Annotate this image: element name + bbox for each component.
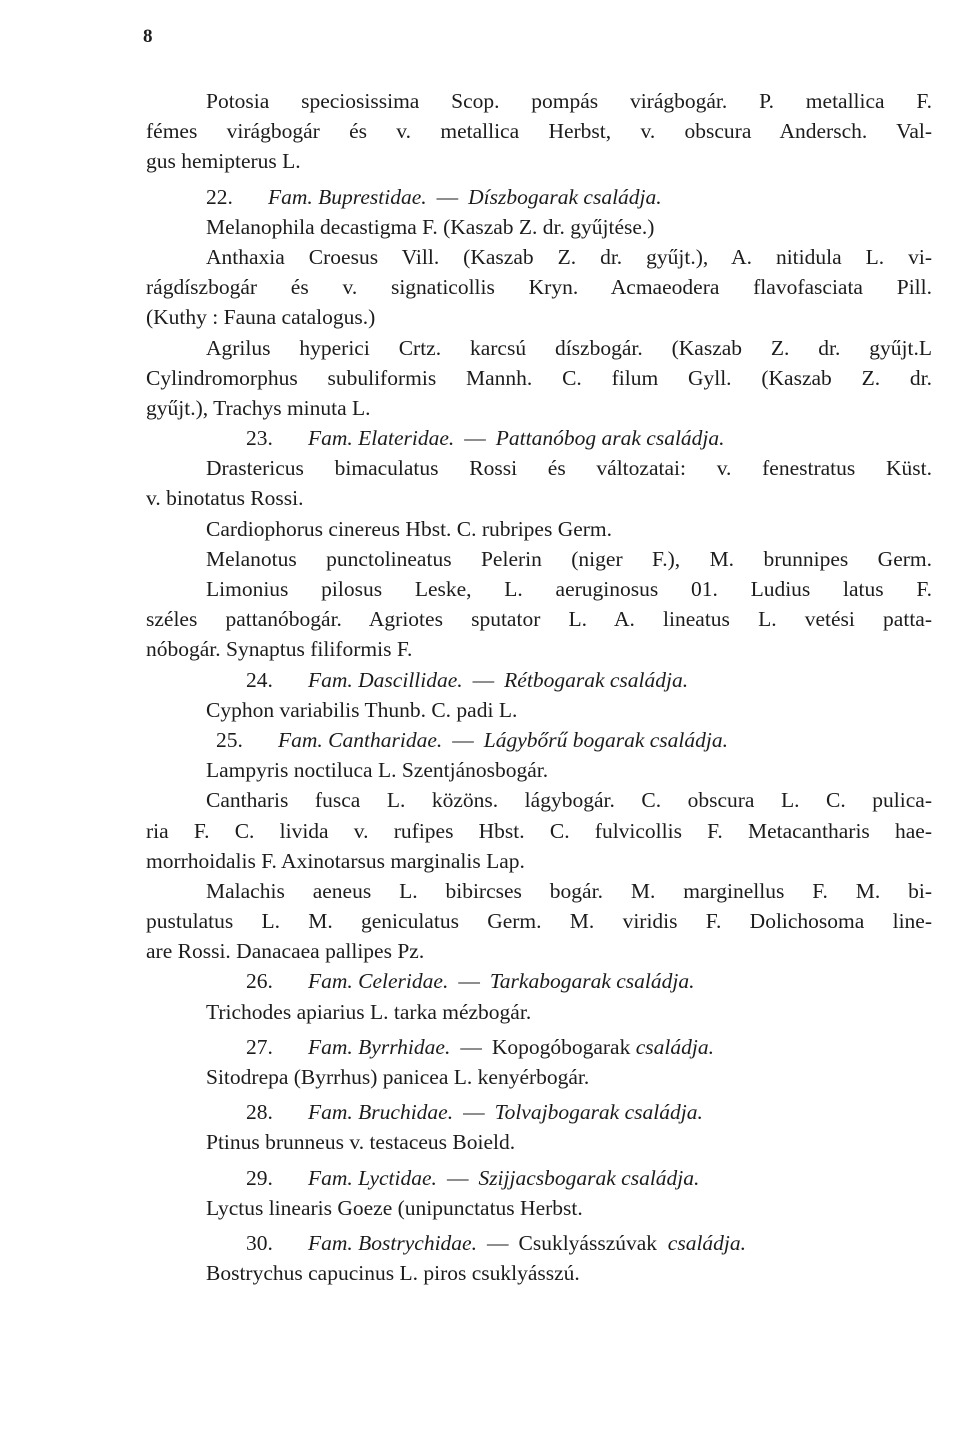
dash: — bbox=[463, 1100, 485, 1125]
text-line: Ptinus brunneus v. testaceus Boield. bbox=[206, 1130, 516, 1155]
text-line: rágdíszbogár és v. signaticollis Kryn. Acmaeodera flavofasciata Pill. bbox=[146, 275, 932, 300]
family-hungarian: Szijjacsbogarak családja. bbox=[478, 1165, 700, 1190]
family-heading bbox=[146, 423, 932, 453]
family-heading bbox=[146, 1032, 932, 1062]
family-hungarian: Díszbogarak családja. bbox=[468, 184, 662, 209]
family-number: 28. bbox=[246, 1100, 273, 1125]
dash: — bbox=[452, 727, 474, 752]
family-hungarian: Tolvajbogarak családja. bbox=[494, 1100, 703, 1125]
family-number: 25. bbox=[216, 727, 243, 752]
text-line: Malachis aeneus L. bibircses bogár. M. marginellus F. M. bi- bbox=[206, 878, 932, 903]
text-line: széles pattanóbogár. Agriotes sputator L. A. lineatus L. vetési patta- bbox=[146, 607, 932, 632]
family-number: 30. bbox=[246, 1230, 273, 1255]
text-line: are Rossi. Danacaea pallipes Pz. bbox=[146, 939, 425, 964]
family-latin: Fam. Byrrhidae. bbox=[308, 1034, 451, 1059]
text-line: Drastericus bimaculatus Rossi és változatai: v. fenestratus Küst. bbox=[206, 456, 932, 481]
family-latin: Fam. Celeridae. bbox=[308, 969, 449, 994]
family-hungarian: Pattanóbog arak családja. bbox=[495, 426, 725, 451]
text-line: Cyphon variabilis Thunb. C. padi L. bbox=[206, 697, 518, 722]
text-line: Cylindromorphus subuliformis Mannh. C. filum Gyll. (Kaszab Z. dr. bbox=[146, 365, 932, 390]
dash: — bbox=[446, 1165, 469, 1190]
text-line: Cantharis fusca L. közöns. lágybogár. C. obscura L. C. pulica- bbox=[206, 788, 932, 813]
dash: — bbox=[436, 184, 459, 209]
text-line: Anthaxia Croesus Vill. (Kaszab Z. dr. gyűjt.), A. nitidula L. vi- bbox=[206, 244, 932, 269]
family-latin: Fam. Bruchidae. bbox=[308, 1100, 454, 1125]
text-line: fémes virágbogár és v. metallica Herbst, v. obscura Andersch. Val- bbox=[146, 119, 932, 144]
family-hungarian: Lágybőrű bogarak családja. bbox=[483, 727, 728, 752]
family-heading bbox=[146, 665, 932, 695]
family-number: 29. bbox=[246, 1165, 273, 1190]
family-latin: Fam. Lyctidae. bbox=[308, 1165, 437, 1190]
text-line: Lampyris noctiluca L. Szentjánosbogár. bbox=[206, 758, 549, 783]
family-heading bbox=[146, 725, 932, 755]
text-line: Melanotus punctolineatus Pelerin (niger F.), M. brunnipes Germ. bbox=[206, 546, 932, 571]
text-line: morrhoidalis F. Axinotarsus marginalis Lap. bbox=[146, 848, 525, 873]
document-body bbox=[146, 86, 932, 1288]
text-line: Trichodes apiarius L. tarka mézbogár. bbox=[206, 999, 532, 1024]
text-line: pustulatus L. M. geniculatus Germ. M. viridis F. Dolichosoma line- bbox=[146, 909, 932, 934]
dash: — bbox=[472, 667, 495, 692]
text-line: Melanophila decastigma F. (Kaszab Z. dr. gyűjtése.) bbox=[206, 214, 655, 239]
family-number: 26. bbox=[246, 969, 273, 994]
family-latin: Fam. Cantharidae. bbox=[278, 727, 443, 752]
family-heading bbox=[146, 1228, 932, 1258]
page-number: 8 bbox=[143, 26, 153, 47]
text-line: v. binotatus Rossi. bbox=[146, 486, 304, 511]
text-line: nóbogár. Synaptus filiformis F. bbox=[146, 637, 413, 662]
family-heading bbox=[146, 182, 932, 212]
dash: — bbox=[486, 1230, 509, 1255]
family-number: 23. bbox=[246, 426, 273, 451]
text-line: (Kuthy : Fauna catalogus.) bbox=[146, 305, 376, 330]
family-latin: Fam. Bostrychidae. bbox=[308, 1230, 477, 1255]
text-line: Potosia speciosissima Scop. pompás virágbogár. P. metallica F. bbox=[206, 89, 932, 113]
text-line: Lyctus linearis Goeze (unipunctatus Herbst. bbox=[206, 1195, 583, 1220]
family-hungarian-suffix: családja. bbox=[635, 1034, 714, 1059]
family-number: 22. bbox=[206, 184, 233, 209]
text-line: gyűjt.), Trachys minuta L. bbox=[146, 395, 371, 420]
dash: — bbox=[460, 1034, 482, 1059]
dash: — bbox=[464, 426, 486, 451]
dash: — bbox=[458, 969, 480, 994]
text-line: Limonius pilosus Leske, L. aeruginosus 01. Ludius latus F. bbox=[206, 577, 932, 601]
family-number: 24. bbox=[246, 667, 273, 692]
text-line: gus hemipterus L. bbox=[146, 149, 301, 174]
family-latin: Fam. Dascillidae. bbox=[308, 667, 463, 692]
family-hungarian-suffix: családja. bbox=[667, 1230, 747, 1255]
family-number: 27. bbox=[246, 1034, 273, 1059]
text-line: Cardiophorus cinereus Hbst. C. rubripes Germ. bbox=[206, 516, 613, 541]
family-hungarian: Kopogóbogarak bbox=[491, 1034, 631, 1059]
text-line: Sitodrepa (Byrrhus) panicea L. kenyérbogár. bbox=[206, 1065, 590, 1089]
text-line: Bostrychus capucinus L. piros csuklyásszú. bbox=[206, 1261, 580, 1286]
family-hungarian: Tarkabogarak családja. bbox=[489, 969, 695, 994]
family-latin: Fam. Buprestidae. bbox=[268, 184, 427, 209]
family-heading bbox=[146, 1097, 932, 1127]
family-heading bbox=[146, 966, 932, 996]
text-line: Agrilus hyperici Crtz. karcsú díszbogár. (Kaszab Z. dr. gyűjt.L bbox=[206, 335, 932, 360]
family-heading bbox=[146, 1163, 932, 1193]
family-hungarian: Rétbogarak családja. bbox=[504, 667, 689, 692]
family-hungarian: Csuklyásszúvak bbox=[518, 1230, 658, 1255]
family-latin: Fam. Elateridae. bbox=[308, 426, 455, 451]
text-line: ria F. C. livida v. rufipes Hbst. C. fulvicollis F. Metacantharis hae- bbox=[146, 818, 932, 843]
